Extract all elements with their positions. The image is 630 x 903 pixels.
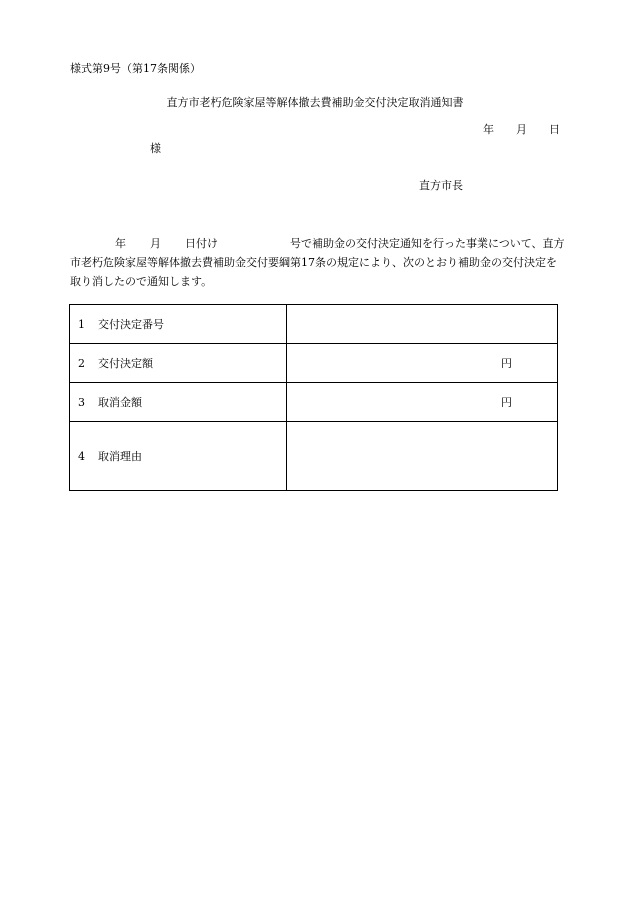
form-number: 様式第9号（第17条関係） xyxy=(70,62,201,75)
row-label: 交付決定額 xyxy=(98,357,153,370)
row-label: 取消理由 xyxy=(98,450,142,463)
date-line xyxy=(483,123,560,137)
row-number: 4 xyxy=(78,450,85,463)
row-unit: 円 xyxy=(501,357,512,370)
row-number: 3 xyxy=(78,396,85,409)
row-number: 1 xyxy=(78,318,85,331)
body-month-label: 月 xyxy=(150,237,161,250)
row-label-cell xyxy=(70,383,287,422)
row-label-cell xyxy=(70,422,287,491)
row-label-cell xyxy=(70,344,287,383)
row-label: 交付決定番号 xyxy=(98,318,164,331)
table-row xyxy=(70,422,558,491)
body-text xyxy=(70,234,580,291)
table-row xyxy=(70,383,558,422)
issuer-name: 直方市長 xyxy=(419,179,463,192)
date-year-label: 年 xyxy=(483,123,494,136)
row-value-cell xyxy=(287,305,558,344)
body-year-label: 年 xyxy=(115,237,126,250)
row-value-cell xyxy=(287,383,558,422)
body-dated-label: 日付け xyxy=(185,237,218,250)
row-value-cell xyxy=(287,344,558,383)
row-label: 取消金額 xyxy=(98,396,142,409)
body-text-line2: 市老朽危険家屋等解体撤去費補助金交付要綱第17条の規定により、次のとおり補助金の交付決定を xyxy=(70,256,557,269)
date-month-label: 月 xyxy=(516,123,527,136)
date-day-label: 日 xyxy=(549,123,560,136)
table-row xyxy=(70,305,558,344)
row-value-cell xyxy=(287,422,558,491)
row-unit: 円 xyxy=(501,396,512,409)
table-row xyxy=(70,344,558,383)
addressee-suffix: 様 xyxy=(150,142,161,155)
items-table xyxy=(69,304,558,491)
row-label-cell xyxy=(70,305,287,344)
body-text-line3: 取り消したので通知します。 xyxy=(70,275,213,288)
body-text-line1: 号で補助金の交付決定通知を行った事業について、直方 xyxy=(290,237,565,250)
document-title: 直方市老朽危険家屋等解体撤去費補助金交付決定取消通知書 xyxy=(166,96,464,109)
row-number: 2 xyxy=(78,357,85,370)
